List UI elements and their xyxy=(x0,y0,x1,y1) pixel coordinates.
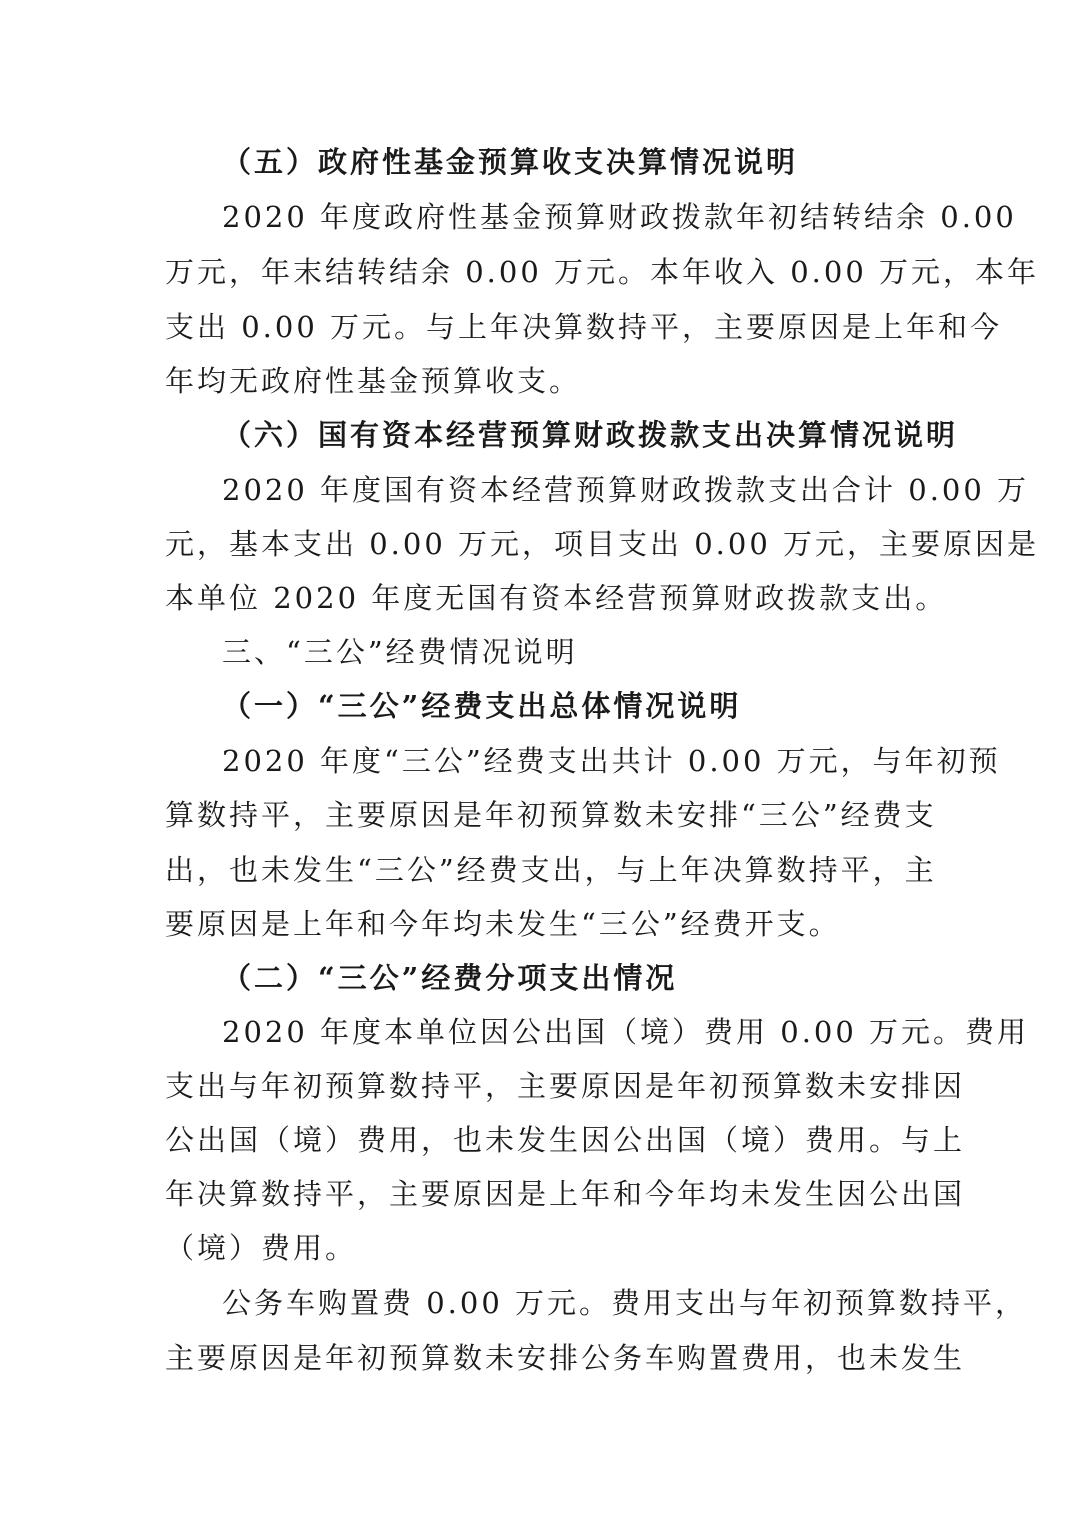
paragraph-line: 2020 年度“三公”经费支出共计 0.00 万元，与年初预 xyxy=(222,744,1001,778)
paragraph-line: （境）费用。 xyxy=(165,1231,358,1265)
paragraph-line: 年均无政府性基金预算收支。 xyxy=(165,364,582,398)
paragraph-line: 要原因是上年和今年均未发生“三公”经费开支。 xyxy=(165,907,841,941)
paragraph-line: 元，基本支出 0.00 万元，项目支出 0.00 万元，主要原因是 xyxy=(165,527,1040,561)
section-heading-five: （五）政府性基金预算收支决算情况说明 xyxy=(222,145,799,179)
paragraph-line: 出，也未发生“三公”经费支出，与上年决算数持平，主 xyxy=(165,853,937,887)
paragraph-line: 2020 年度国有资本经营预算财政拨款支出合计 0.00 万 xyxy=(222,473,1030,507)
paragraph-line: 公务车购置费 0.00 万元。费用支出与年初预算数持平， xyxy=(222,1286,1028,1320)
paragraph-line: 主要原因是年初预算数未安排公务车购置费用，也未发生 xyxy=(165,1341,966,1375)
section-heading-two: （二）“三公”经费分项支出情况 xyxy=(222,961,678,995)
paragraph-line: 2020 年度政府性基金预算财政拨款年初结转结余 0.00 xyxy=(222,200,1017,234)
paragraph-line: 万元，年末结转结余 0.00 万元。本年收入 0.00 万元，本年 xyxy=(165,255,1040,289)
paragraph-line: 算数持平，主要原因是年初预算数未安排“三公”经费支 xyxy=(165,798,937,832)
paragraph-line: 2020 年度本单位因公出国（境）费用 0.00 万元。费用 xyxy=(222,1015,1030,1049)
section-heading-one: （一）“三公”经费支出总体情况说明 xyxy=(222,689,742,723)
chapter-heading-three: 三、“三公”经费情况说明 xyxy=(222,635,578,669)
section-heading-six: （六）国有资本经营预算财政拨款支出决算情况说明 xyxy=(222,418,959,452)
paragraph-line: 公出国（境）费用，也未发生因公出国（境）费用。与上 xyxy=(165,1123,966,1157)
paragraph-line: 本单位 2020 年度无国有资本经营预算财政拨款支出。 xyxy=(165,581,948,615)
paragraph-line: 支出与年初预算数持平，主要原因是年初预算数未安排因 xyxy=(165,1069,966,1103)
paragraph-line: 支出 0.00 万元。与上年决算数持平，主要原因是上年和今 xyxy=(165,310,1003,344)
paragraph-line: 年决算数持平，主要原因是上年和今年均未发生因公出国 xyxy=(165,1177,966,1211)
